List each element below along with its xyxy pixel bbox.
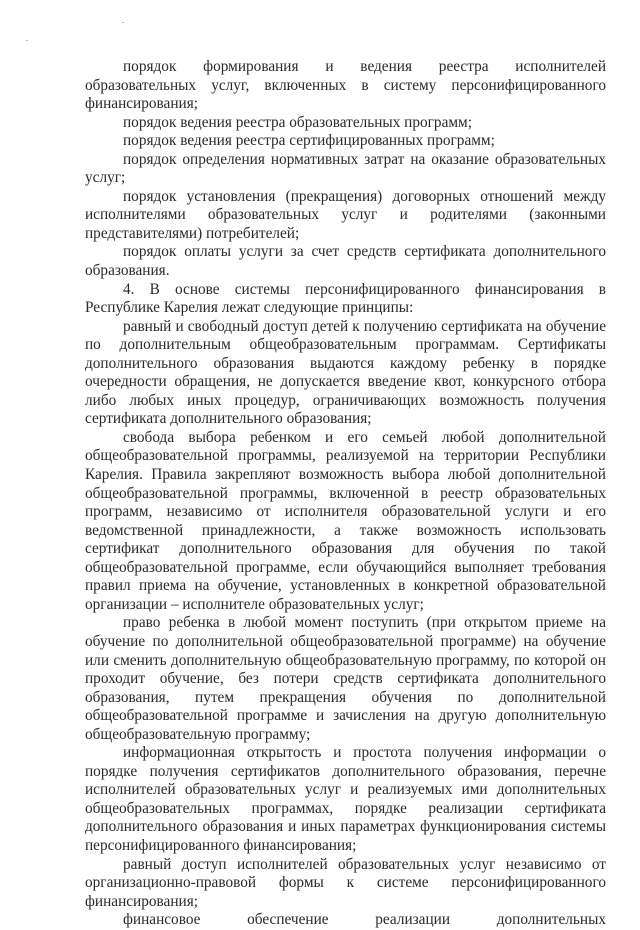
- paragraph: порядок оплаты услуги за счет средств сертификата дополнительного образования.: [85, 243, 606, 280]
- paragraph: порядок определения нормативных затрат на оказание образовательных услуг;: [85, 150, 606, 187]
- scan-speck: [122, 22, 124, 23]
- scan-speck: [26, 40, 28, 41]
- principle-paragraph: свобода выбора ребенком и его семьей любой дополнительной общеобразовательной программы, реализуемой на территории Республики Карелия. Правила закрепляют возможность выбора любой дополнительной общеобразовательной программы, включенной в реестр образовательных программ, независимо от исполнителя образовательной услуги и его ведомственной принадлежности, а также возможность использовать сертификат дополнительного образования для обучения по такой общеобразовательной программе, если обучающийся выполняет требования правил приема на обучение, установленных в конкретной образовательной организации – исполнителе образовательных услуг;: [85, 428, 606, 613]
- principle-paragraph: равный доступ исполнителей образовательных услуг независимо от организационно-правовой формы к системе персонифицированного финансирования;: [85, 855, 606, 910]
- paragraph: порядок ведения реестра сертифицированных программ;: [123, 132, 495, 150]
- paragraph: порядок ведения реестра образовательных программ;: [123, 113, 472, 131]
- paragraph: порядок формирования и ведения реестра исполнителей образовательных услуг, включенных в систему персонифицированного финансирования;: [85, 58, 606, 113]
- paragraph: порядок установления (прекращения) договорных отношений между исполнителями образовательных услуг и родителями (законными представителями) потребителей;: [85, 187, 606, 242]
- principle-paragraph: информационная открытость и простота получения информации о порядке получения сертификатов дополнительного образования, перечне исполнителей образовательных услуг и реализуемых ими дополнительных общеобразовательных программах, порядке реализации сертификата дополнительного образования и иных параметрах функционирования системы персонифицированного финансирования;: [85, 744, 606, 854]
- document-body: [85, 58, 606, 930]
- principle-paragraph: финансовое обеспечение реализации дополнительных: [123, 911, 606, 929]
- section-heading-paragraph: 4. В основе системы персонифицированного финансирования в Республике Карелия лежат следующие принципы:: [85, 280, 606, 317]
- principle-paragraph: равный и свободный доступ детей к получению сертификата на обучение по дополнительным общеобразовательным программам. Сертификаты дополнительного образования выдаются каждому ребенку в порядке очередности обращения, не допускается введение квот, конкурсного отбора либо любых иных процедур, ограничивающих возможность получения сертификата дополнительного образования;: [85, 317, 606, 428]
- principle-paragraph: право ребенка в любой момент поступить (при открытом приеме на обучение по дополнительной общеобразовательной программе) на обучение или сменить дополнительную общеобразовательную программу, по которой он проходит обучение, без потери средств сертификата дополнительного образования, путем прекращения обучения по дополнительной общеобразовательной программе и зачисления на другую дополнительную общеобразовательную программу;: [85, 614, 606, 743]
